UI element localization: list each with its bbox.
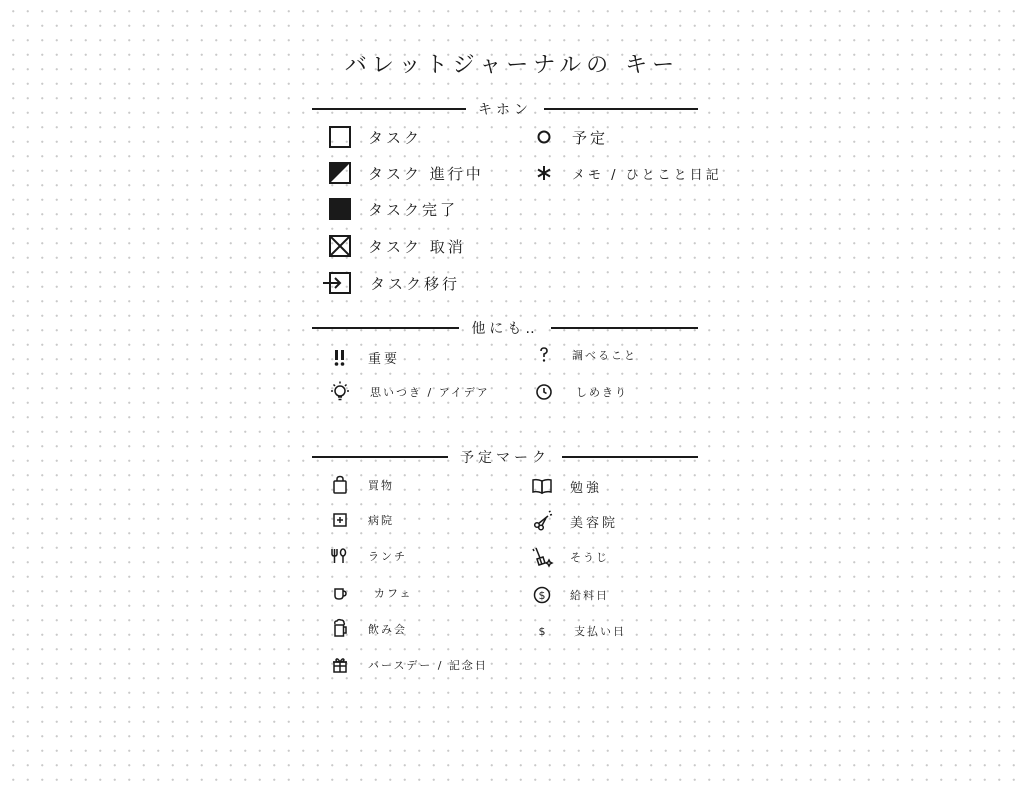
key-label: 給料日 — [570, 589, 609, 602]
key-label: タスク完了 — [368, 200, 459, 219]
key-label: しめきり — [576, 386, 628, 399]
key-item-task-cancel — [328, 233, 466, 259]
key-item-idea — [328, 379, 490, 405]
key-item-birthday — [328, 652, 488, 678]
key-label: カフェ — [374, 587, 413, 600]
half-filled-square-icon — [328, 161, 352, 185]
broom-sparkle-icon — [530, 545, 554, 569]
section-divider-others — [312, 318, 698, 338]
gift-icon — [328, 653, 352, 677]
key-label: 飲み会 — [368, 623, 407, 636]
key-label: 思いつき / アイデア — [370, 386, 490, 399]
clock-icon — [532, 380, 556, 404]
key-label: 勉強 — [570, 480, 603, 496]
key-item-memo — [532, 160, 722, 186]
open-book-icon — [530, 474, 554, 498]
key-item-task-in-progress — [328, 160, 484, 186]
key-item-important — [328, 344, 400, 370]
key-label: 調べること — [572, 349, 637, 362]
key-item-cafe — [328, 580, 412, 606]
arrow-into-square-icon — [322, 271, 352, 295]
beer-mug-icon — [328, 617, 352, 641]
page-title: バレットジャーナルの キー — [344, 53, 680, 78]
key-label: 病院 — [368, 514, 394, 527]
key-item-hair-salon — [530, 508, 618, 534]
key-label: タスク 取消 — [368, 237, 466, 256]
key-item-research — [532, 342, 637, 368]
key-item-hospital — [328, 507, 394, 533]
hospital-icon — [328, 508, 352, 532]
key-label: そうじ — [570, 551, 609, 564]
coffee-cup-icon — [328, 581, 352, 605]
asterisk-icon — [532, 161, 556, 185]
key-item-study — [530, 473, 602, 499]
key-label: タスク移行 — [370, 274, 461, 293]
shopping-bag-icon — [328, 473, 352, 497]
key-label: 予定 — [572, 128, 609, 147]
key-label: メモ / ひとこと日記 — [572, 167, 722, 183]
empty-square-icon — [328, 125, 352, 149]
section-divider-basic — [312, 99, 698, 119]
circle-icon — [532, 125, 556, 149]
section-divider-events — [312, 447, 698, 467]
section-label-others: 他にも‥ — [471, 321, 539, 337]
key-label: 重要 — [368, 351, 401, 367]
key-label: タスク 進行中 — [368, 164, 484, 183]
fork-spoon-icon — [328, 544, 352, 568]
filled-square-icon — [328, 197, 352, 221]
question-icon — [532, 343, 556, 367]
key-item-lunch — [328, 543, 407, 569]
svg-text:$: $ — [538, 625, 546, 638]
svg-text:$: $ — [538, 589, 546, 602]
coin-icon — [530, 583, 554, 607]
key-item-payment-day — [530, 618, 626, 644]
key-item-task — [328, 124, 422, 150]
key-label: 支払い日 — [574, 625, 626, 638]
key-item-drinking-party — [328, 616, 407, 642]
key-item-task-done — [328, 196, 458, 222]
key-item-payday — [530, 582, 609, 608]
section-label-basic: キホン — [478, 102, 532, 118]
key-item-task-migrate — [322, 270, 460, 296]
scissors-icon — [530, 509, 554, 533]
key-label: バースデー / 記念日 — [368, 659, 488, 672]
key-label: 美容院 — [570, 515, 619, 531]
key-item-cleaning — [530, 544, 609, 570]
key-label: ランチ — [368, 550, 407, 563]
lightbulb-icon — [328, 380, 352, 404]
section-label-events: 予定マーク — [460, 450, 550, 466]
key-item-event — [532, 124, 608, 150]
key-label: タスク — [368, 128, 423, 147]
crossed-square-icon — [328, 234, 352, 258]
double-exclamation-icon — [328, 345, 352, 369]
key-label: 買物 — [368, 479, 394, 492]
dollar-icon — [530, 619, 554, 643]
key-item-shopping — [328, 472, 394, 498]
key-item-deadline — [532, 379, 628, 405]
